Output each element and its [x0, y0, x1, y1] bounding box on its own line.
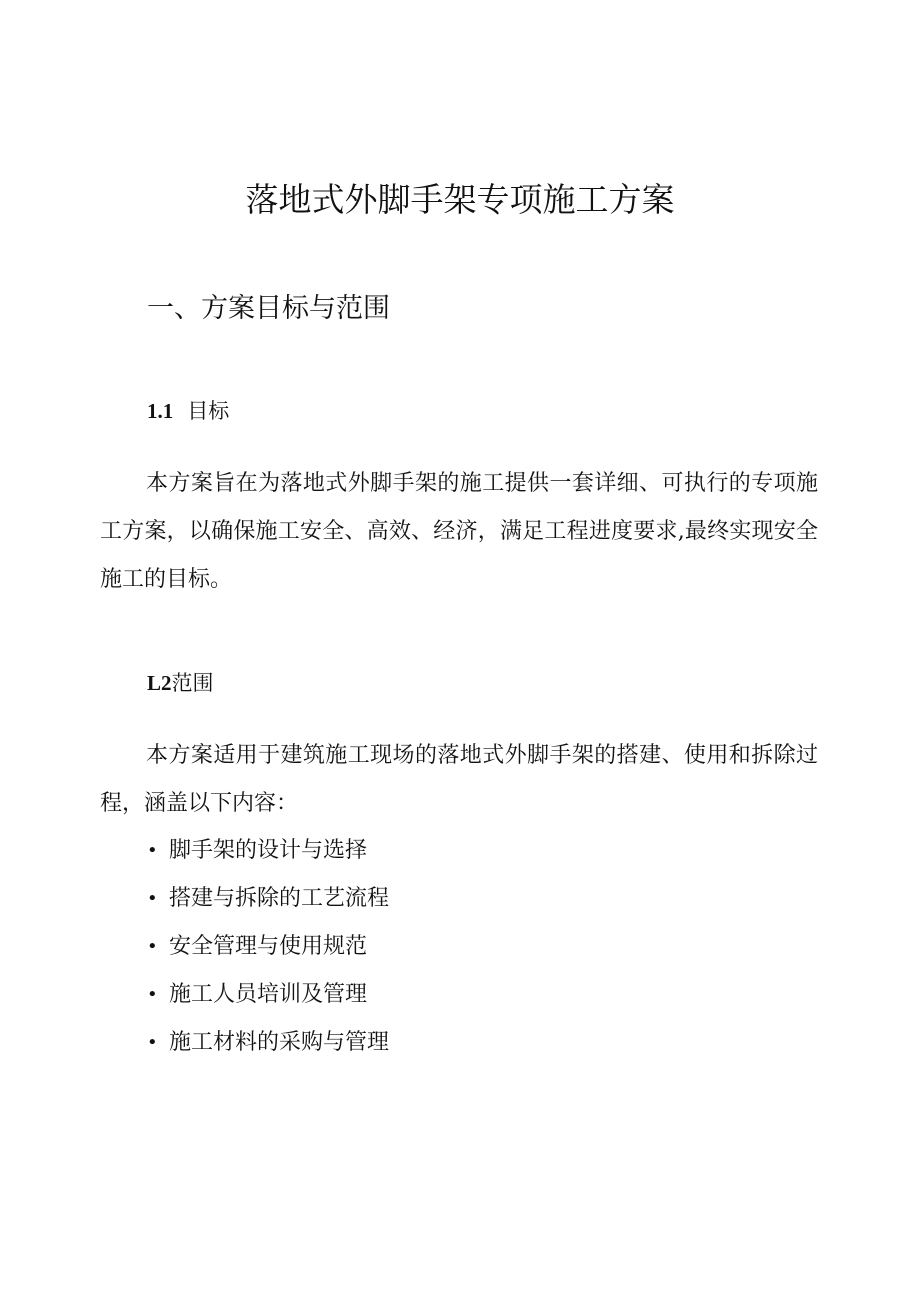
- list-item: [147, 875, 389, 923]
- list-item: [147, 1019, 389, 1067]
- list-item-text: 施工人员培训及管理: [169, 982, 368, 1007]
- bullet-icon: •: [147, 840, 158, 861]
- list-item-text: 施工材料的采购与管理: [169, 1030, 390, 1055]
- subsection-number: 1.1: [147, 399, 174, 423]
- bullet-icon: •: [147, 888, 158, 909]
- list-item-text: 搭建与拆除的工艺流程: [169, 886, 390, 911]
- document-title: 落地式外脚手架专项施工方案: [245, 180, 675, 219]
- list-item: [147, 923, 389, 971]
- list-item-text: 脚手架的设计与选择: [169, 838, 368, 863]
- bullet-icon: •: [147, 936, 158, 957]
- list-item: [147, 827, 389, 875]
- subsection-label: 目标: [187, 399, 230, 423]
- subsection-heading-scope: [147, 668, 214, 698]
- bullet-icon: •: [147, 1032, 158, 1053]
- bullet-icon: •: [147, 984, 158, 1005]
- goal-paragraph: 本方案旨在为落地式外脚手架的施工提供一套详细、可执行的专项施工方案，以确保施工安全、高效、经济，满足工程进度要求,最终实现安全施工的目标。: [100, 471, 818, 592]
- list-item-text: 安全管理与使用规范: [169, 934, 368, 959]
- subsection-number: L2: [147, 671, 172, 695]
- list-item: [147, 971, 389, 1019]
- subsection-heading-goal: [147, 396, 229, 426]
- scope-paragraph: 本方案适用于建筑施工现场的落地式外脚手架的搭建、使用和拆除过程，涵盖以下内容：: [100, 743, 818, 816]
- subsection-label: 范围: [171, 671, 214, 695]
- section-heading: 一、方案目标与范围: [147, 293, 390, 324]
- scope-list: [147, 827, 389, 1067]
